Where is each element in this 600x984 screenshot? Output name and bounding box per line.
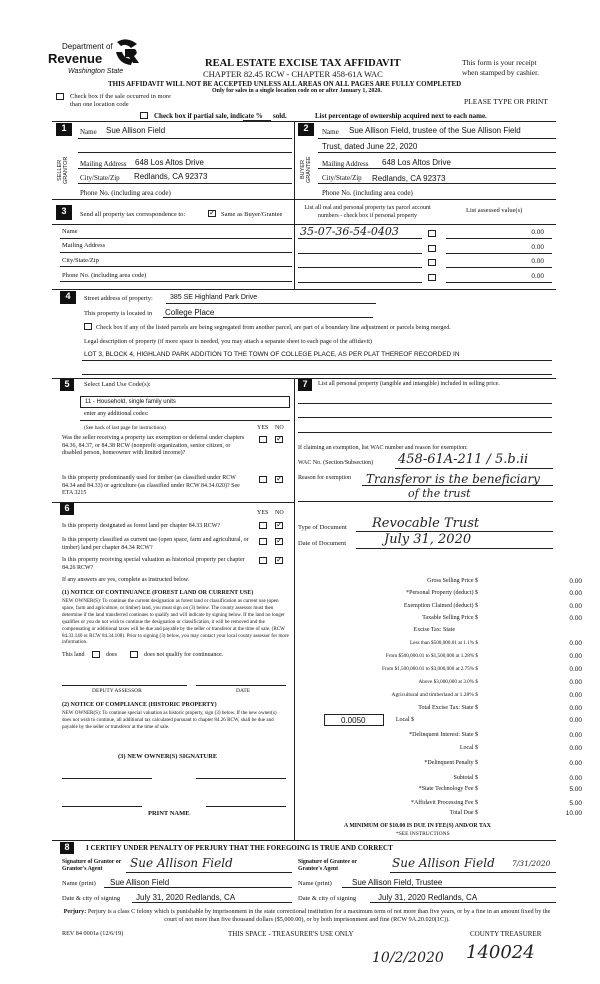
form-title: REAL ESTATE EXCISE TAX AFFIDAVIT [205, 58, 401, 69]
grantor-signature[interactable]: Sue Allison Field [130, 856, 233, 870]
tax-row-label: Subtotal $ [453, 775, 478, 781]
s5-question-1: Was the seller receiving a property tax exemption or deferral under chapters 84.36, 84.37, or 84.38 RCW (nonprofit organization, senior citizen, or disabled person, homeowner with limited income)? [62, 435, 245, 456]
land-use-select[interactable] [80, 396, 290, 408]
parcel-line-3 [298, 267, 422, 268]
personal-property-checkbox-2[interactable] [428, 245, 436, 252]
taxable-selling-price[interactable]: 0.00 [569, 615, 582, 622]
grantee-date-city-line [370, 902, 556, 903]
tax-row-label: Less than $500,000.01 at 1.1% $ [409, 640, 478, 646]
processing-fee[interactable]: 5.00 [569, 800, 582, 807]
seller-phone-label: Phone No. (including area code) [80, 189, 171, 197]
s3-city-line [60, 266, 292, 267]
technology-fee[interactable]: 5.00 [569, 786, 582, 793]
legal-description-field[interactable]: LOT 3, BLOCK 4, HIGHLAND PARK ADDITION TO THE TOWN OF COLLEGE PLACE, AS PER PLAT THEREOF RECORDED IN [84, 351, 460, 358]
warning-text: THIS AFFIDAVIT WILL NOT BE ACCEPTED UNLESS ALL AREAS ON ALL PAGES ARE FULLY COMPLETED [108, 80, 462, 88]
s6-q2-no[interactable] [275, 538, 283, 545]
buyer-name-line2 [318, 152, 556, 153]
tax-row-label: Local $ [459, 745, 478, 751]
section6-number: 6 [60, 503, 74, 515]
wac-claim-label: If claiming an exemption, list WAC number and reason for exemption: [298, 445, 468, 451]
excise-tax-state-label: Excise Tax: State [413, 627, 455, 633]
deputy-date-label: DATE [236, 688, 251, 694]
wac-number-label: WAC No. (Section/Subsection) [298, 460, 374, 466]
street-line [166, 303, 376, 304]
perjury-notice [62, 908, 552, 924]
section4-number: 4 [60, 291, 76, 304]
parcel-line-2 [298, 253, 422, 254]
grantee-date-city-label: Date & city of signing [298, 895, 357, 902]
s5-question-2: Is this property predominantly used for timber (as classified under RCW 84.34 and 84.33) or agriculture (as classified under RCW 84.34.020)? See ETA 3215 [62, 475, 240, 496]
print-name-line-2 [206, 806, 286, 807]
s6-q1-yes[interactable] [259, 522, 267, 529]
delinquent-interest-local[interactable]: 0.00 [569, 745, 582, 752]
s3-phone-line [60, 281, 292, 282]
assessed-value-1[interactable]: 0.00 [531, 229, 544, 236]
s6-q2-yes[interactable] [259, 538, 267, 545]
local-tax[interactable]: 0.00 [569, 717, 582, 724]
assessed-value-4[interactable]: 0.00 [531, 273, 544, 280]
personal-property-line-2 [298, 417, 552, 418]
delinquent-penalty[interactable]: 0.00 [569, 760, 582, 767]
land-does-not-checkbox[interactable] [130, 651, 138, 658]
street-label: Street address of property: [84, 295, 153, 302]
section3-number: 3 [56, 205, 72, 220]
reason-label: Reason for exemption [298, 475, 351, 481]
section3-divider [294, 199, 295, 289]
parcel-line-1 [298, 238, 422, 239]
seller-city-field[interactable]: Redlands, CA 92373 [134, 172, 208, 181]
legal-line-1 [82, 360, 552, 361]
buyer-city-line [318, 183, 556, 184]
s3-address-line [60, 252, 292, 253]
tax-tier-4[interactable]: 0.00 [569, 679, 582, 686]
doc-type-label: Type of Document [298, 524, 347, 531]
grantor-sig-label: Signature of Grantor or Grantor's Agent [62, 859, 122, 872]
seller-name-line [78, 138, 292, 139]
s6-instruction: If any answers are yes, complete as instructed below. [62, 577, 190, 583]
grantor-name-line [104, 887, 292, 888]
located-field[interactable]: College Place [165, 308, 215, 317]
new-owner-sig-line-2 [196, 778, 286, 779]
treasurer-space: THIS SPACE - TREASURER'S USE ONLY [228, 930, 354, 938]
seller-side-label: SELLER GRANTOR [57, 156, 69, 184]
type-note: PLEASE TYPE OR PRINT [464, 97, 548, 106]
land-does-checkbox[interactable] [92, 651, 100, 658]
local-rate-value: 0.0050 [341, 716, 366, 725]
land-does-not-label: does not qualify for continuance. [144, 652, 224, 658]
additional-codes-label: enter any additional codes: [84, 411, 149, 417]
receipt-note: This form is your receipt when stamped by cashier. [462, 58, 540, 77]
wac-number-field[interactable]: 458-61A-211 / 5.b.ii [398, 452, 529, 467]
buyer-address-line [318, 168, 556, 169]
tax-tier-3[interactable]: 0.00 [569, 666, 582, 673]
section3-top-line [52, 199, 556, 200]
s6-question-3: Is this property receiving special valuation as historical property per chapter 84.26 RCW? [62, 557, 245, 571]
see-instructions: *SEE INSTRUCTIONS [396, 831, 450, 837]
reason-field-line2[interactable]: of the trust [408, 487, 471, 500]
same-as-buyer-checkbox[interactable] [208, 210, 216, 217]
section7-number: 7 [298, 379, 312, 391]
assessed-header: List assessed value(s) [466, 207, 523, 214]
tax-row-label: From $1,500,000.01 to $3,000,000 at 2.75% $ [382, 666, 478, 672]
agency-state: Washington State [68, 68, 124, 75]
personal-property-label: List all personal property (tangible and intangible) included in selling price. [318, 381, 500, 387]
new-owner-sig-line-1 [62, 778, 152, 779]
doc-date-label: Date of Document [298, 540, 347, 547]
total-excise-tax-state[interactable]: 0.00 [569, 705, 582, 712]
gross-selling-price[interactable]: 0.00 [569, 578, 582, 585]
section2-number: 2 [298, 123, 314, 136]
assessed-value-2[interactable]: 0.00 [531, 244, 544, 251]
tax-row-label: Agricultural and timberland at 1.28% $ [391, 692, 478, 698]
s5-q2-no[interactable] [275, 476, 283, 483]
segregated-label: Check box if any of the listed parcels are being segregated from another parcel, are part of a boundary line adjustment or parcels being merged. [96, 324, 451, 331]
left-right-divider [294, 378, 295, 840]
tax-tier-1[interactable]: 0.00 [569, 640, 582, 647]
buyer-city-label: City/State/Zip [322, 174, 362, 182]
additional-codes-line [80, 420, 290, 421]
personal-property-line-1 [298, 403, 552, 404]
grantor-sig-line [126, 872, 292, 873]
tax-row-label: *Delinquent Penalty $ [424, 760, 478, 766]
seller-name-label: Name [80, 128, 97, 136]
parcel-header: List all real and personal property tax parcel account numbers - check box if personal property [304, 205, 431, 219]
county-treasurer: COUNTY TREASURER [470, 930, 542, 938]
grantor-name-print[interactable]: Sue Allison Field [110, 878, 170, 887]
street-field[interactable]: 385 SE Highland Park Drive [170, 294, 258, 301]
s3-name-line [60, 238, 292, 239]
grantee-date-city[interactable]: July 31, 2020 Redlands, CA [378, 893, 478, 902]
grantee-sig-line [390, 872, 556, 873]
grantor-date-city[interactable]: July 31, 2020 Redlands, CA [136, 893, 236, 902]
seller-city-line [78, 183, 292, 184]
partial-sale-label: Check box if partial sale, indicate % [154, 112, 263, 120]
notice1-title: (1) NOTICE OF CONTINUANCE (FOREST LAND OR CURRENT USE) [62, 590, 254, 596]
buyer-phone-label: Phone No. (including area code) [322, 189, 413, 197]
notice2-text: NEW OWNER(S): To continue special valuation as historic property, sign (3) below. If the new owner(s) does not wish to continue, all additional tax calculated pursuant to chapter 84.26 RCW, shall be due and payable by the seller or transferor at the time of sale. [62, 710, 277, 730]
s3-city-label: City/State/Zip [62, 257, 99, 264]
new-owner-signature-title: (3) NEW OWNER(S) SIGNATURE [118, 753, 218, 760]
partial-sale-suffix: sold. [273, 112, 287, 120]
land-does-label: does [106, 652, 117, 658]
frame-top-line [52, 121, 556, 122]
doc-date-field[interactable]: July 31, 2020 [384, 532, 472, 547]
section6-top-line [52, 502, 294, 503]
located-line [163, 317, 373, 318]
same-as-buyer-label: Same as Buyer/Grantee [221, 211, 283, 218]
parcel-number-1[interactable]: 35-07-36-54-0403 [300, 225, 399, 238]
s6-q3-yes[interactable] [259, 557, 267, 564]
this-land-label: This land [62, 652, 85, 658]
personal-property-checkbox-1[interactable] [428, 230, 436, 237]
certify-text: I CERTIFY UNDER PENALTY OF PERJURY THAT THE FOREGOING IS TRUE AND CORRECT [86, 844, 393, 852]
seller-address-field[interactable]: 648 Los Altos Drive [135, 158, 204, 167]
s5-q1-yes[interactable] [259, 436, 267, 443]
tax-row-label: Total Excise Tax: State $ [418, 705, 478, 711]
agency-logo-icon [113, 38, 141, 68]
s5-q2-yes[interactable] [259, 476, 267, 483]
agency-name: Revenue [48, 51, 103, 66]
tax-row-label: *Personal Property (deduct) $ [406, 590, 478, 596]
tax-row-label: Above $3,000,000 at 3.0% $ [418, 679, 478, 685]
agency-line1: Department of [62, 42, 113, 51]
deputy-line [62, 685, 187, 686]
grantee-signature-date[interactable]: 7/31/2020 [512, 859, 551, 868]
s6-q3-no[interactable] [275, 557, 283, 564]
print-name-line-1 [62, 806, 142, 807]
s3-phone-label: Phone No. (including area code) [62, 272, 147, 279]
grantee-name-label: Name (print) [298, 880, 332, 887]
section1-number: 1 [56, 123, 72, 136]
section1-2-divider [294, 121, 295, 199]
buyer-name-line [318, 138, 556, 139]
personal-property-checkbox-3[interactable] [428, 259, 436, 266]
parcel-line-4 [298, 282, 422, 283]
subtotal[interactable]: 0.00 [569, 775, 582, 782]
wac-line [395, 468, 553, 469]
grantee-name-print[interactable]: Sue Allison Field, Trustee [352, 878, 443, 887]
personal-property-deduct[interactable]: 0.00 [569, 590, 582, 597]
tax-row-label: From $500,000.01 to $1,500,000 at 1.28% $ [385, 653, 478, 659]
s5-no-header: NO [275, 425, 284, 431]
buyer-side-label: BUYER GRANTEE [300, 156, 312, 184]
land-use-label: Select Land Use Code(s): [84, 381, 151, 388]
segregated-checkbox[interactable] [84, 323, 92, 330]
perjury-label: Perjury: [63, 908, 87, 915]
legal-label: Legal description of property (if more space is needed, you may attach a separate sheet to each page of the affidavit) [84, 338, 372, 345]
form-number: REV 84 0001a (12/6/19) [62, 930, 124, 937]
reason-line-2 [298, 501, 553, 502]
s5-yes-header: YES [257, 425, 269, 431]
s3-address-label: Mailing Address [62, 242, 106, 249]
percentage-note: List percentage of ownership acquired next to each name. [315, 112, 487, 120]
s6-no-header: NO [275, 510, 284, 516]
section5-number: 5 [60, 379, 74, 391]
tax-row-label: Total Due $ [449, 810, 478, 816]
buyer-name-field-line1[interactable]: Sue Allison Field, trustee of the Sue Allison Field [349, 126, 521, 135]
tax-tier-2[interactable]: 0.00 [569, 653, 582, 660]
reason-field-line1[interactable]: Transferor is the beneficiary [366, 472, 540, 486]
delinquent-interest-state[interactable]: 0.00 [569, 732, 582, 739]
deputy-label: DEPUTY ASSESSOR [92, 688, 142, 694]
section8-number: 8 [60, 842, 74, 854]
partial-sale-checkbox[interactable] [140, 112, 148, 119]
s6-yes-header: YES [257, 510, 269, 516]
stamp-date: 10/2/2020 [372, 950, 444, 966]
deputy-date-line [196, 685, 286, 686]
stamp-number: 140024 [466, 942, 535, 963]
tax-row-label: *State Technology Fee $ [418, 786, 478, 792]
see-back-note: (See back of last page for instructions) [84, 425, 166, 431]
section8-top-line [52, 840, 556, 841]
buyer-address-field[interactable]: 648 Los Altos Drive [382, 158, 451, 167]
exemption-claimed[interactable]: 0.00 [569, 603, 582, 610]
s5-q1-no[interactable] [275, 436, 283, 443]
grantee-name-line [342, 887, 556, 888]
located-label: This property is located in [84, 310, 153, 317]
tax-row-label: *Delinquent Interest: State $ [409, 732, 478, 738]
perjury-text: Perjury is a class C felony which is punishable by imprisonment in the state correctional institution for a maximum term of not more than five years, or by a fine in an amount fixed by the court of not more than five thousand dollars ($5,000.00), or by both imprisonment and fine (RCW 9A.20.020(1C)). [87, 908, 551, 923]
grantee-signature[interactable]: Sue Allison Field [392, 856, 495, 870]
form-subtitle: CHAPTER 82.45 RCW - CHAPTER 458-61A WAC [203, 69, 383, 79]
reason-line-1 [362, 485, 553, 486]
s6-q1-no[interactable] [275, 522, 283, 529]
local-rate-box[interactable] [324, 714, 384, 726]
send-to-label: Send all property tax correspondence to: [80, 211, 186, 218]
notice1-text: NEW OWNER(S): To continue the current designation as forest land or classification as current use (open space, farm and agriculture, or timber) land, you must sign on (3) below. The county assessor must then determine if the land transferred continues to qualify and will indicate by signing below. If the land no longer qualifies or you do not wish to continue the designation or classification, it will be removed and the compensating or additional taxes will be due and payable by the seller or transferor at the time of sale. (RCW 84.33.140 or RCW 84.34.108). Prior to signing (3) below, you may contact your local county assessor for more information. [62, 598, 289, 646]
tax-row-label: Taxable Selling Price $ [422, 615, 478, 621]
tax-row-label: Gross Selling Price $ [427, 578, 478, 584]
assessed-value-3[interactable]: 0.00 [531, 258, 544, 265]
doc-type-field[interactable]: Revocable Trust [372, 516, 480, 531]
land-use-value: 11 - Household, single family units [85, 399, 176, 405]
value-line-3 [446, 267, 552, 268]
section4-top-line [52, 289, 556, 290]
multi-location-label: Check box if the sale occurred in more than one location code [70, 93, 171, 108]
tax-row-label: Exemption Claimed (deduct) $ [403, 603, 478, 609]
buyer-city-field[interactable]: Redlands, CA 92373 [372, 174, 446, 183]
seller-name-field[interactable]: Sue Allison Field [106, 126, 166, 135]
local-label: Local $ [395, 717, 414, 723]
grantor-date-city-label: Date & city of signing [62, 895, 121, 902]
value-line-2 [446, 253, 552, 254]
grantee-sig-label: Signature of Grantee or Grantee's Agent [298, 859, 357, 872]
seller-address-label: Mailing Address [80, 160, 127, 168]
notice2-title: (2) NOTICE OF COMPLIANCE (HISTORIC PROPERTY) [62, 702, 217, 708]
buyer-name-label: Name [322, 128, 339, 136]
agricultural-tax[interactable]: 0.00 [569, 692, 582, 699]
personal-property-line-3 [298, 432, 552, 433]
value-line-4 [446, 282, 552, 283]
seller-city-label: City/State/Zip [80, 174, 120, 182]
doc-date-line [356, 548, 553, 549]
s6-question-1: Is this property designated as forest land per chapter 84.33 RCW? [62, 523, 221, 529]
grantor-name-label: Name (print) [62, 880, 96, 887]
buyer-name-field-line2[interactable]: Trust, dated June 22, 2020 [322, 142, 418, 151]
single-location-note: Only for sales in a single location code on or after January 1, 2020. [212, 88, 382, 94]
grantor-date-city-line [132, 902, 292, 903]
value-line-1 [446, 238, 552, 239]
legal-line-2 [82, 374, 552, 375]
buyer-address-label: Mailing Address [322, 160, 369, 168]
personal-property-checkbox-4[interactable] [428, 274, 436, 281]
seller-blank-line [78, 152, 292, 153]
total-due[interactable]: 10.00 [565, 810, 582, 817]
s3-name-label: Name [62, 228, 78, 235]
minimum-note: A MINIMUM OF $10.00 IS DUE IN FEE(S) AND/OR TAX [344, 823, 491, 829]
seller-address-line [78, 168, 292, 169]
s6-question-2: Is this property classified as current use (open space, farm and agricultural, or timber) land per chapter 84.34 RCW? [62, 537, 249, 551]
print-name-label: PRINT NAME [148, 810, 190, 817]
tax-row-label: *Affidavit Processing Fee $ [410, 800, 478, 806]
multi-location-checkbox[interactable] [56, 93, 64, 100]
